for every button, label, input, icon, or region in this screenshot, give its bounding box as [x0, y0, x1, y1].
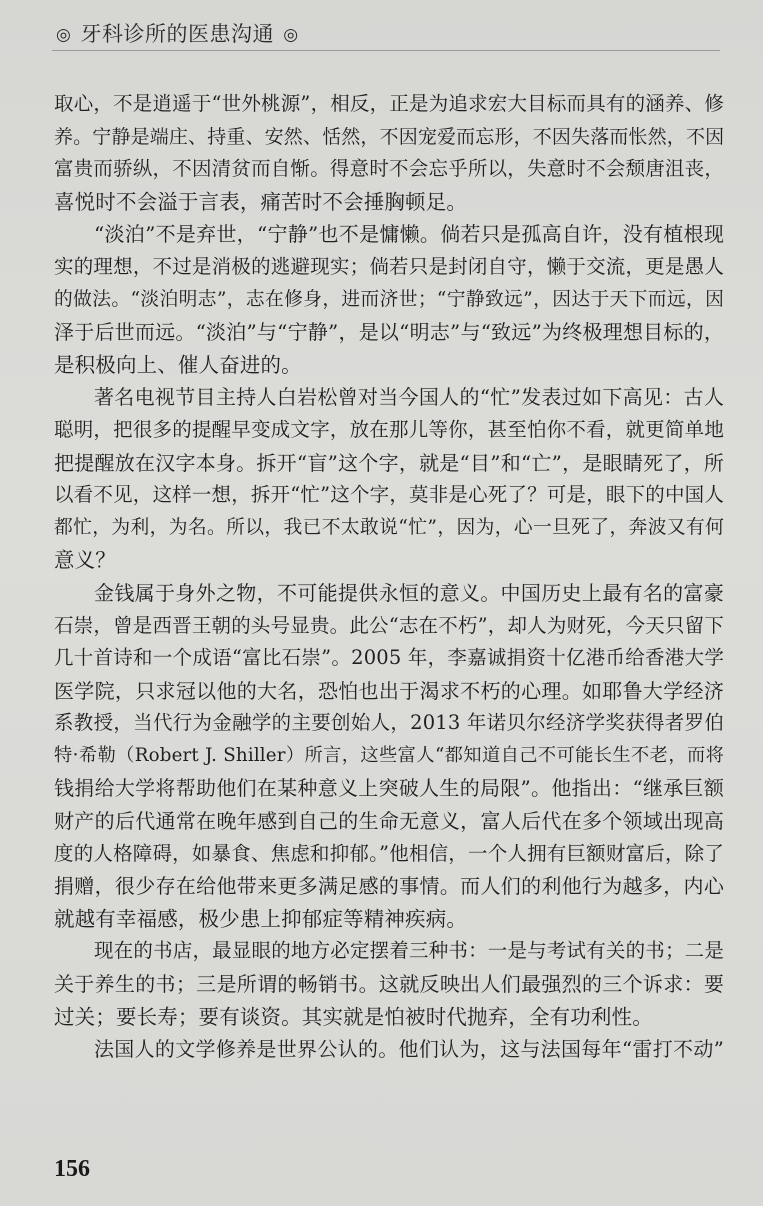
text-line: 聪明，把很多的提醒早变成文字，放在那儿等你，甚至怕你不看，就更简单地: [54, 417, 724, 441]
page-number: 156: [54, 1156, 90, 1182]
text-line: 把提醒放在汉字本身。拆开“盲”这个字，就是“目”和“亡”，是眼睛死了，所: [54, 450, 724, 475]
text-line: 度的人格障碍，如暴食、焦虑和抑郁。”他相信，一个人拥有巨额财富后，除了: [54, 841, 724, 865]
text-line: 都忙，为利，为名。所以，我已不太敢说“忙”，因为，心一旦死了，奔波又有何: [54, 516, 724, 538]
text-line: 取心，不是逍遥于“世外桃源”，相反，正是为追求宏大目标而具有的涵养、修: [54, 92, 724, 115]
text-line: 关于养生的书；三是所谓的畅销书。这就反映出人们最强烈的三个诉求：要: [54, 972, 724, 997]
text-line: 捐赠，很少存在给他带来更多满足感的事情。而人们的利他行为越多，内心: [54, 874, 724, 899]
text-line: 喜悦时不会溢于言表，痛苦时不会捶胸顿足。: [54, 189, 467, 214]
text-line: 著名电视节目主持人白岩松曾对当今国人的“忙”发表过如下高见：古人: [94, 385, 724, 410]
text-line: 就越有幸福感，极少患上抑郁症等精神疾病。: [54, 906, 467, 931]
text-line: 的做法。“淡泊明志”，志在修身，进而济世；“宁静致远”，因达于天下而远，因: [54, 288, 724, 310]
text-line: 过关；要长寿；要有谈资。其实就是怕被时代抛弃，全有功利性。: [54, 1004, 653, 1029]
ornament-right-icon: ◎: [283, 25, 299, 45]
text-line: 养。宁静是端庄、持重、安然、恬然，不因宠爱而忘形，不因失落而怅然，不因: [54, 125, 725, 148]
header-rule: [52, 50, 720, 51]
text-line: 是积极向上、催人奋进的。: [54, 352, 302, 377]
running-header-title: 牙科诊所的医患沟通: [80, 22, 275, 46]
text-line: 石崇，曾是西晋王朝的头号显贵。此公“志在不朽”，却人为财死，今天只留下: [54, 613, 724, 637]
text-line: 财产的后代通常在晚年感到自己的生命无意义，富人后代在多个领域出现高: [54, 809, 724, 834]
running-header: [54, 18, 301, 48]
text-line: “淡泊”不是弃世，“宁静”也不是慵懒。倘若只是孤高自许，没有植根现: [94, 222, 724, 247]
text-line: 富贵而骄纵，不因清贫而自惭。得意时不会忘乎所以，失意时不会颓唐沮丧，: [54, 157, 724, 181]
text-line: 现在的书店，最显眼的地方必定摆着三种书：一是与考试有关的书；二是: [94, 939, 724, 963]
text-line: 实的理想，不过是消极的逃避现实；倘若只是封闭自守，懒于交流，更是愚人: [54, 254, 724, 278]
ornament-left-icon: ◎: [56, 25, 72, 45]
text-line: 特·希勒（Robert J. Shiller）所言，这些富人“都知道自己不可能长生不老，而将: [54, 744, 724, 766]
text-line: 泽于后世而远。“淡泊”与“宁静”，是以“明志”与“致远”为终极理想目标的，: [54, 320, 724, 345]
body-text: [54, 88, 724, 1066]
text-line: 钱捐给大学将帮助他们在某种意义上突破人生的局限”。他指出：“继承巨额: [54, 776, 724, 801]
text-line: 意义？: [54, 548, 116, 573]
text-line: 医学院，只求冠以他的大名，恐怕也出于渴求不朽的心理。如耶鲁大学经济: [54, 678, 724, 703]
text-line: 金钱属于身外之物，不可能提供永恒的意义。中国历史上最有名的富豪: [94, 580, 724, 605]
text-line: 系教授，当代行为金融学的主要创始人，2013 年诺贝尔经济学奖获得者罗伯: [54, 711, 724, 735]
text-line: 以看不见，这样一想，拆开“忙”这个字，莫非是心死了？可是，眼下的中国人: [54, 483, 724, 507]
text-line: 法国人的文学修养是世界公认的。他们认为，这与法国每年“雷打不动”: [94, 1037, 724, 1062]
text-line: 几十首诗和一个成语“富比石崇”。2005 年，李嘉诚捐资十亿港币给香港大学: [54, 646, 724, 670]
